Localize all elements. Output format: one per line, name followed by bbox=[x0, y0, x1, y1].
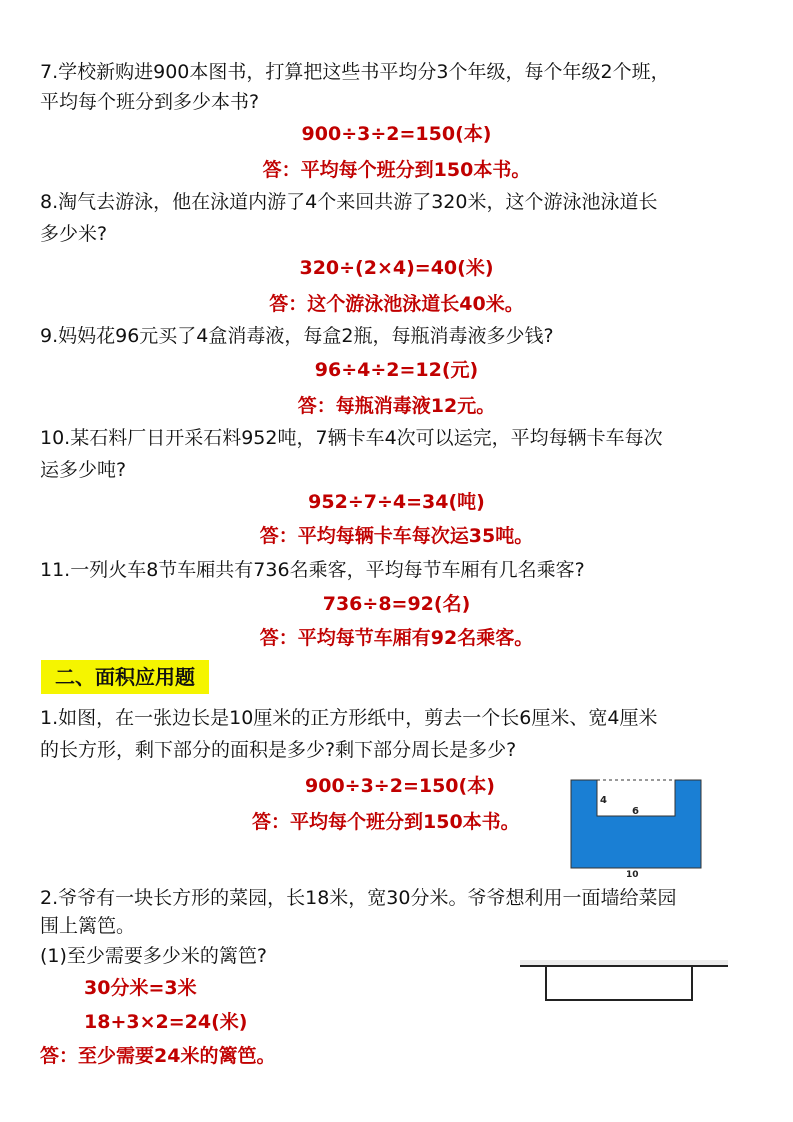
garden-wall-figure bbox=[518, 960, 730, 1006]
area-problem-2-step2: 18+3×2=24(米) bbox=[84, 1011, 248, 1033]
problem-10-answer: 答：平均每辆卡车每次运35吨。 bbox=[259, 525, 534, 547]
area-problem-2-line2: 围上篱笆。 bbox=[40, 915, 136, 937]
remaining-paper-shape bbox=[571, 780, 701, 868]
area-problem-1-answer: 答：平均每个班分到150本书。 bbox=[252, 811, 520, 833]
area-problem-1-formula: 900÷3÷2=150(本) bbox=[305, 775, 495, 797]
problem-7-text-line2: 平均每个班分到多少本书? bbox=[40, 91, 260, 113]
problem-10-text-line1: 10.某石料厂日开采石料952吨，7辆卡车4次可以运完，平均每辆卡车每次 bbox=[40, 427, 663, 449]
area-problem-2-answer: 答：至少需要24米的篱笆。 bbox=[40, 1045, 276, 1067]
problem-10-formula: 952÷7÷4=34(吨) bbox=[308, 491, 485, 513]
problem-7-formula: 900÷3÷2=150(本) bbox=[301, 123, 492, 145]
area-problem-2-subquestion: (1)至少需要多少米的篱笆? bbox=[40, 945, 267, 967]
problem-8-text-line2: 多少米? bbox=[40, 223, 108, 245]
cut-square-figure bbox=[566, 776, 716, 880]
figure-label-side: 10 bbox=[626, 870, 639, 880]
figure-label-height: 4 bbox=[600, 795, 607, 806]
problem-8-formula: 320÷(2×4)=40(米) bbox=[299, 257, 494, 279]
problem-8-answer: 答：这个游泳池泳道长40米。 bbox=[269, 293, 524, 315]
problem-11-formula: 736÷8=92(名) bbox=[322, 593, 471, 615]
problem-11-answer: 答：平均每节车厢有92名乘客。 bbox=[259, 627, 534, 649]
area-problem-2-line1: 2.爷爷有一块长方形的菜园，长18米，宽30分米。爷爷想利用一面墙给菜园 bbox=[40, 887, 677, 909]
area-problem-1-line1: 1.如图，在一张边长是10厘米的正方形纸中，剪去一个长6厘米、宽4厘米 bbox=[40, 707, 658, 729]
figure-label-width: 6 bbox=[632, 806, 639, 817]
area-problem-2-step1: 30分米=3米 bbox=[84, 977, 197, 999]
problem-8-text-line1: 8.淘气去游泳，他在泳道内游了4个来回共游了320米，这个游泳池泳道长 bbox=[40, 191, 658, 213]
section-title: 二、面积应用题 bbox=[41, 660, 209, 694]
problem-9-answer: 答：每瓶消毒液12元。 bbox=[297, 395, 496, 417]
problem-9-text: 9.妈妈花96元买了4盒消毒液，每盒2瓶，每瓶消毒液多少钱? bbox=[40, 325, 554, 347]
area-problem-1-line2: 的长方形，剩下部分的面积是多少?剩下部分周长是多少? bbox=[40, 739, 517, 761]
problem-7-answer: 答：平均每个班分到150本书。 bbox=[262, 159, 531, 181]
garden-fence bbox=[546, 966, 692, 1000]
problem-9-formula: 96÷4÷2=12(元) bbox=[314, 359, 479, 381]
problem-11-text: 11.一列火车8节车厢共有736名乘客，平均每节车厢有几名乘客? bbox=[40, 559, 585, 581]
problem-7-text-line1: 7.学校新购进900本图书，打算把这些书平均分3个年级，每个年级2个班， bbox=[40, 61, 670, 83]
problem-10-text-line2: 运多少吨? bbox=[40, 459, 127, 481]
